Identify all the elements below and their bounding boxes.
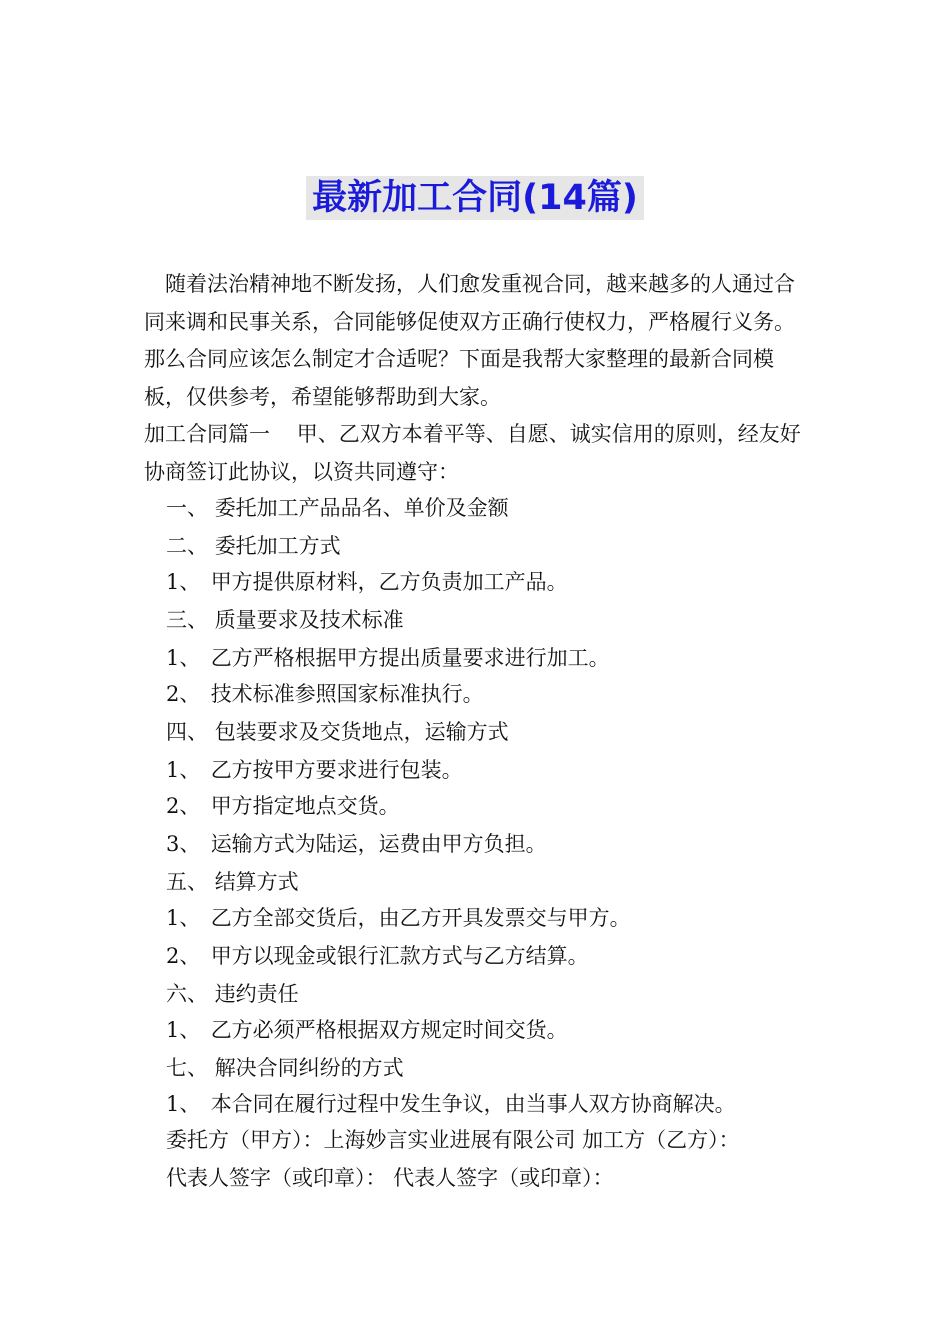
clause-number: 六、 xyxy=(166,982,208,1006)
clause-text: 甲方以现金或银行汇款方式与乙方结算。 xyxy=(210,944,589,968)
document-title: 最新加工合同(14篇) xyxy=(306,176,644,220)
intro-paragraph: 随着法治精神地不断发扬，人们愈发重视合同，越来越多的人通过合同来调和民事关系，合同能够促使双方正确行使权力，严格履行义务。那么合同应该怎么制定才合适呢？下面是我帮大家整理的最新合同模板，仅供参考，希望能够帮助到大家。 xyxy=(144,272,795,409)
clause-line xyxy=(166,528,341,565)
clause-line xyxy=(166,676,484,713)
signature-line-2: 代表人签字（或印章）： 代表人签字（或印章）： xyxy=(166,1166,614,1190)
clause-line xyxy=(166,1086,736,1123)
clause-text: 违约责任 xyxy=(214,982,299,1006)
clause-text: 解决合同纠纷的方式 xyxy=(214,1056,404,1080)
clause-number: 1、 xyxy=(166,758,201,782)
clause-number: 1、 xyxy=(166,570,201,594)
clause-text: 甲方指定地点交货。 xyxy=(210,794,400,818)
clause-line xyxy=(166,640,610,677)
clause-text: 委托加工方式 xyxy=(214,534,341,558)
clause-text: 运输方式为陆运，运费由甲方负担。 xyxy=(210,832,547,856)
clause-number: 1、 xyxy=(166,646,201,670)
clause-number: 一、 xyxy=(166,496,208,520)
clause-line xyxy=(166,900,631,937)
clause-line xyxy=(166,490,509,527)
clause-number: 七、 xyxy=(166,1056,208,1080)
clause-number: 3、 xyxy=(166,832,201,856)
clause-number: 2、 xyxy=(166,944,201,968)
clause-line xyxy=(166,602,404,639)
clause-line xyxy=(166,564,568,601)
clause-text: 乙方严格根据甲方提出质量要求进行加工。 xyxy=(210,646,610,670)
clause-text: 结算方式 xyxy=(214,870,299,894)
clause-number: 2、 xyxy=(166,794,201,818)
clause-number: 二、 xyxy=(166,534,208,558)
clause-line xyxy=(166,976,299,1013)
clause-text: 质量要求及技术标准 xyxy=(214,608,404,632)
clause-number: 1、 xyxy=(166,1092,201,1116)
section-lead: 甲、乙双方本着平等、自愿、诚实信用的原则，经友好协商签订此协议，以资共同遵守： xyxy=(144,422,801,484)
signature-line-1: 委托方（甲方）：上海妙言实业进展有限公司 加工方（乙方）： xyxy=(166,1128,740,1152)
clause-text: 乙方必须严格根据双方规定时间交货。 xyxy=(210,1018,568,1042)
title-container xyxy=(0,176,950,220)
clause-text: 技术标准参照国家标准执行。 xyxy=(210,682,484,706)
clause-line xyxy=(166,714,509,751)
clause-line xyxy=(166,938,589,975)
clause-text: 委托加工产品品名、单价及金额 xyxy=(214,496,509,520)
clause-number: 三、 xyxy=(166,608,208,632)
clause-text: 甲方提供原材料，乙方负责加工产品。 xyxy=(210,570,568,594)
clause-text: 包装要求及交货地点，运输方式 xyxy=(214,720,509,744)
clause-number: 五、 xyxy=(166,870,208,894)
clause-line xyxy=(166,864,299,901)
clause-line xyxy=(166,1012,568,1049)
clause-line xyxy=(166,752,463,789)
section-heading: 加工合同篇一 xyxy=(144,422,270,446)
clause-text: 本合同在履行过程中发生争议，由当事人双方协商解决。 xyxy=(210,1092,736,1116)
clause-line xyxy=(166,788,400,825)
clause-text: 乙方按甲方要求进行包装。 xyxy=(210,758,463,782)
section-paragraph xyxy=(144,416,808,491)
clause-text: 乙方全部交货后，由乙方开具发票交与甲方。 xyxy=(210,906,631,930)
clause-number: 1、 xyxy=(166,906,201,930)
clause-number: 1、 xyxy=(166,1018,201,1042)
clause-line xyxy=(166,1050,404,1087)
clause-number: 2、 xyxy=(166,682,201,706)
clause-line xyxy=(166,826,547,863)
clause-number: 四、 xyxy=(166,720,208,744)
